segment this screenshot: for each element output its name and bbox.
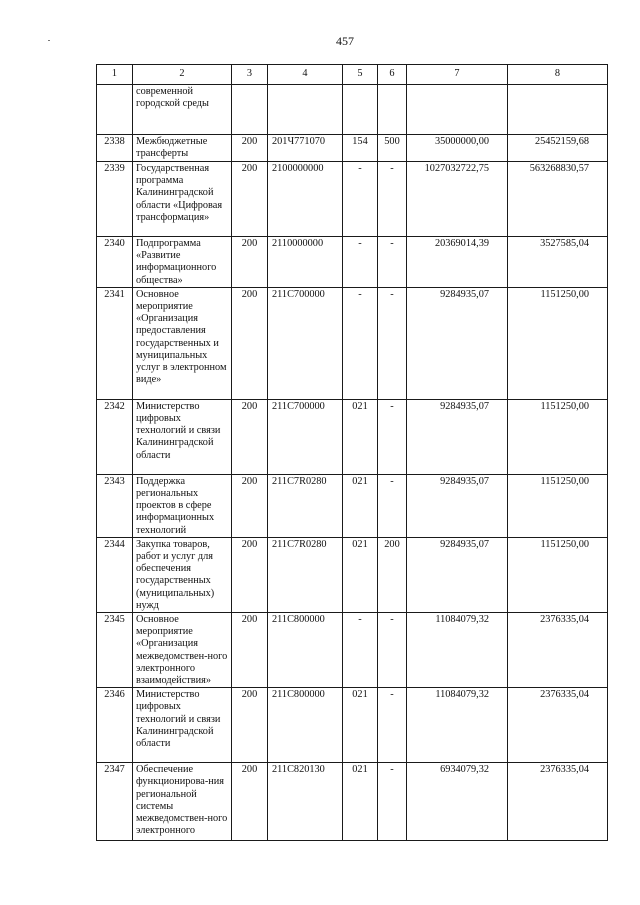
amount-cell: 6934079,32 (407, 763, 508, 841)
ministry-code-cell: 021 (343, 688, 378, 763)
table-row (97, 162, 608, 237)
amount-cell: 2376335,04 (508, 613, 608, 688)
target-code-cell: 211С7R0280 (268, 537, 343, 612)
code-cell: 200 (232, 237, 268, 288)
row-number-cell: 2343 (97, 474, 133, 537)
expense-type-cell (378, 85, 407, 135)
header-cell: 3 (232, 65, 268, 85)
page-number: 457 (336, 34, 354, 48)
expense-type-cell: - (378, 613, 407, 688)
amount-cell: 1151250,00 (508, 474, 608, 537)
row-number-cell: 2339 (97, 162, 133, 237)
table-row (97, 399, 608, 474)
row-number-cell: 2342 (97, 399, 133, 474)
name-cell: Министерство цифровых технологий и связи Калининградской области (133, 399, 232, 474)
header-cell: 1 (97, 65, 133, 85)
amount-cell: 35000000,00 (407, 135, 508, 162)
code-cell: 200 (232, 688, 268, 763)
expense-type-cell: - (378, 688, 407, 763)
code-cell: 200 (232, 162, 268, 237)
header-cell: 6 (378, 65, 407, 85)
amount-cell: 9284935,07 (407, 474, 508, 537)
expense-type-cell: - (378, 763, 407, 841)
ministry-code-cell: - (343, 162, 378, 237)
table-row (97, 135, 608, 162)
expense-type-cell: 500 (378, 135, 407, 162)
table-row (97, 85, 608, 135)
code-cell: 200 (232, 474, 268, 537)
header-cell: 5 (343, 65, 378, 85)
code-cell: 200 (232, 399, 268, 474)
amount-cell: 1151250,00 (508, 287, 608, 399)
header-cell: 8 (508, 65, 608, 85)
name-cell: Основное мероприятие «Организация межведомствен-ного электронного взаимодействия» (133, 613, 232, 688)
amount-cell: 25452159,68 (508, 135, 608, 162)
target-code-cell: 211С800000 (268, 688, 343, 763)
target-code-cell: 201Ч771070 (268, 135, 343, 162)
ministry-code-cell: 021 (343, 399, 378, 474)
target-code-cell (268, 85, 343, 135)
target-code-cell: 2110000000 (268, 237, 343, 288)
name-cell: Поддержка региональных проектов в сфере информационных технологий (133, 474, 232, 537)
expense-type-cell: 200 (378, 537, 407, 612)
amount-cell: 9284935,07 (407, 537, 508, 612)
amount-cell: 563268830,57 (508, 162, 608, 237)
code-cell: 200 (232, 537, 268, 612)
name-cell: Министерство цифровых технологий и связи Калининградской области (133, 688, 232, 763)
ministry-code-cell: 021 (343, 474, 378, 537)
scan-artifact (48, 40, 50, 41)
ministry-code-cell: - (343, 237, 378, 288)
amount-cell (508, 85, 608, 135)
name-cell: Государственная программа Калининградской области «Цифровая трансформация» (133, 162, 232, 237)
row-number-cell: 2338 (97, 135, 133, 162)
target-code-cell: 211С820130 (268, 763, 343, 841)
target-code-cell: 211С700000 (268, 399, 343, 474)
expense-type-cell: - (378, 237, 407, 288)
amount-cell: 1151250,00 (508, 537, 608, 612)
target-code-cell: 211С7R0280 (268, 474, 343, 537)
amount-cell: 9284935,07 (407, 399, 508, 474)
header-row (97, 65, 608, 85)
amount-cell: 1027032722,75 (407, 162, 508, 237)
code-cell (232, 85, 268, 135)
amount-cell: 2376335,04 (508, 688, 608, 763)
code-cell: 200 (232, 135, 268, 162)
amount-cell: 11084079,32 (407, 613, 508, 688)
row-number-cell: 2340 (97, 237, 133, 288)
target-code-cell: 2100000000 (268, 162, 343, 237)
amount-cell: 1151250,00 (508, 399, 608, 474)
table-row (97, 613, 608, 688)
amount-cell: 20369014,39 (407, 237, 508, 288)
name-cell: современной городской среды (133, 85, 232, 135)
code-cell: 200 (232, 613, 268, 688)
code-cell: 200 (232, 287, 268, 399)
name-cell: Межбюджетные трансферты (133, 135, 232, 162)
row-number-cell: 2345 (97, 613, 133, 688)
ministry-code-cell (343, 85, 378, 135)
header-cell: 2 (133, 65, 232, 85)
target-code-cell: 211С800000 (268, 613, 343, 688)
name-cell: Основное мероприятие «Организация предоставления государственных и муниципальных услуг в электронном виде» (133, 287, 232, 399)
header-cell: 4 (268, 65, 343, 85)
expense-type-cell: - (378, 287, 407, 399)
amount-cell: 2376335,04 (508, 763, 608, 841)
table-row (97, 474, 608, 537)
header-cell: 7 (407, 65, 508, 85)
ministry-code-cell: - (343, 287, 378, 399)
amount-cell (407, 85, 508, 135)
row-number-cell: 2344 (97, 537, 133, 612)
name-cell: Закупка товаров, работ и услуг для обеспечения государственных (муниципальных) нужд (133, 537, 232, 612)
name-cell: Обеспечение функционирова-ния региональной системы межведомствен-ного электронного (133, 763, 232, 841)
ministry-code-cell: - (343, 613, 378, 688)
amount-cell: 9284935,07 (407, 287, 508, 399)
table-row (97, 537, 608, 612)
target-code-cell: 211С700000 (268, 287, 343, 399)
expense-type-cell: - (378, 474, 407, 537)
table-row (97, 763, 608, 841)
row-number-cell: 2341 (97, 287, 133, 399)
table-row (97, 688, 608, 763)
row-number-cell (97, 85, 133, 135)
table-row (97, 237, 608, 288)
amount-cell: 11084079,32 (407, 688, 508, 763)
code-cell: 200 (232, 763, 268, 841)
expense-type-cell: - (378, 399, 407, 474)
expense-type-cell: - (378, 162, 407, 237)
budget-table (96, 64, 608, 841)
row-number-cell: 2346 (97, 688, 133, 763)
amount-cell: 3527585,04 (508, 237, 608, 288)
name-cell: Подпрограмма «Развитие информационного общества» (133, 237, 232, 288)
table-row (97, 287, 608, 399)
ministry-code-cell: 021 (343, 763, 378, 841)
ministry-code-cell: 154 (343, 135, 378, 162)
ministry-code-cell: 021 (343, 537, 378, 612)
row-number-cell: 2347 (97, 763, 133, 841)
